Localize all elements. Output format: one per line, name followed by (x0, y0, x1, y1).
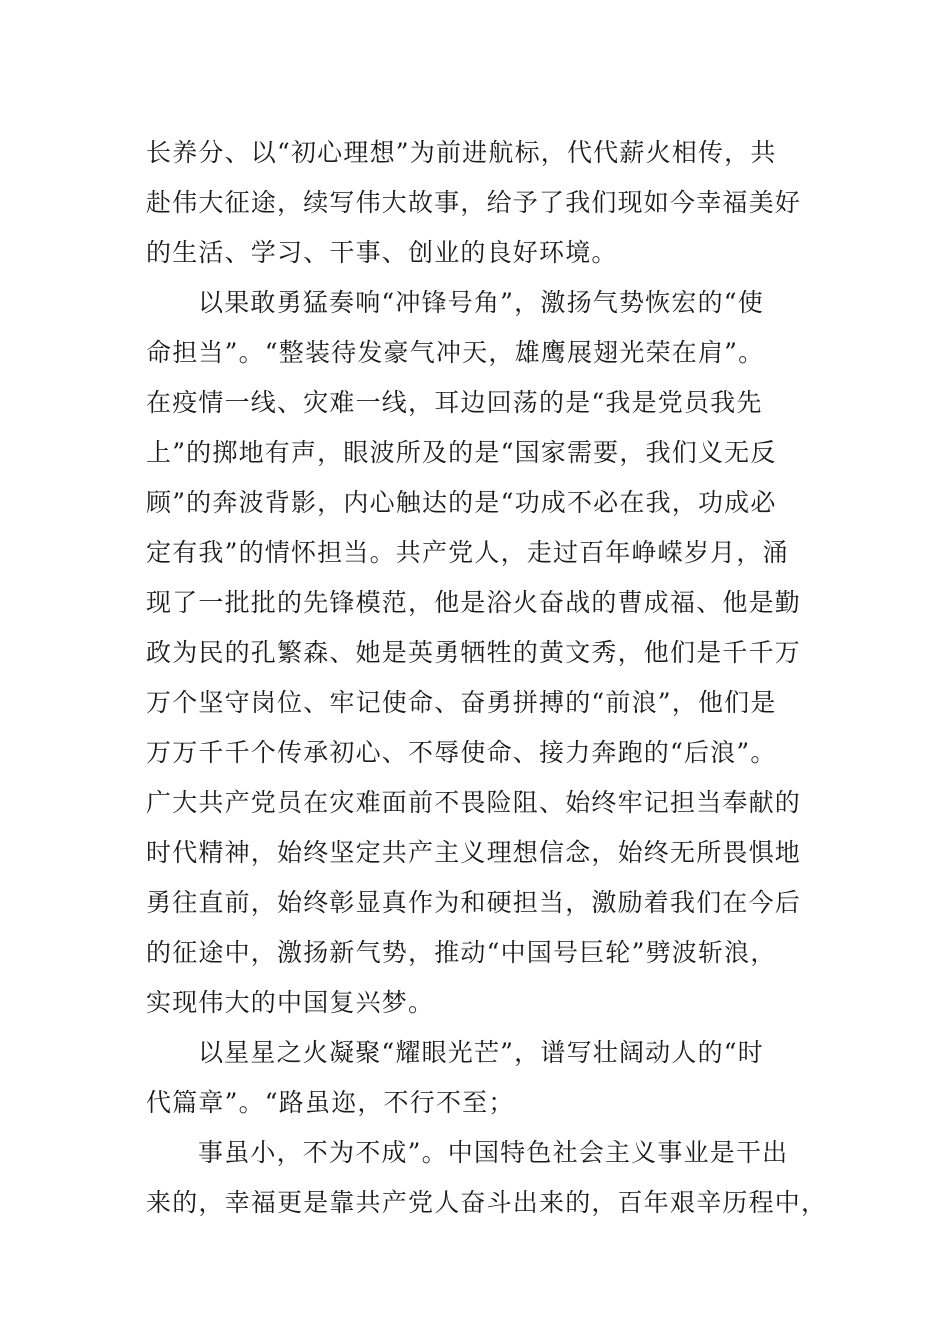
text-line-12: 万个坚守岗位、牢记使命、奋勇拼搏的“前浪”，他们是 (146, 688, 777, 717)
paragraph-start-line: 以星星之火凝聚“耀眼光芒”，谱写壮阔动人的“时 (198, 1038, 764, 1067)
text-line-9: 定有我”的情怀担当。共产党人，走过百年峥嵘岁月，涌 (146, 538, 789, 567)
text-line-14: 广大共产党员在灾难面前不畏险阻、始终牢记担当奉献的 (146, 788, 802, 817)
document-body (146, 128, 828, 1228)
text-line-2: 赴伟大征途，续写伟大故事，给予了我们现如今幸福美好 (146, 188, 802, 217)
text-line-18: 实现伟大的中国复兴梦。 (146, 988, 435, 1017)
text-line-16: 勇往直前，始终彰显真作为和硬担当，激励着我们在今后 (146, 888, 802, 917)
text-line-1: 长养分、以“初心理想”为前进航标，代代薪火相传，共 (146, 138, 777, 167)
text-line-10: 现了一批批的先锋模范，他是浴火奋战的曹成福、他是勤 (146, 588, 802, 617)
text-line-13: 万万千千个传承初心、不辱使命、接力奔跑的“后浪”。 (146, 738, 777, 767)
text-line-3: 的生活、学习、干事、创业的良好环境。 (146, 238, 618, 267)
text-line-8: 顾”的奔波背影，内心触达的是“功成不必在我，功成必 (146, 488, 777, 517)
text-line-17: 的征途中，激扬新气势，推动“中国号巨轮”劈波斩浪， (146, 938, 777, 967)
text-line-7: 上”的掷地有声，眼波所及的是“国家需要，我们义无反 (146, 438, 777, 467)
text-line-22: 来的，幸福更是靠共产党人奋斗出来的，百年艰辛历程中， (146, 1188, 828, 1217)
paragraph-start-line: 事虽小，不为不成”。中国特色社会主义事业是干出 (198, 1138, 789, 1167)
text-line-5: 命担当”。“整装待发豪气冲天，雄鹰展翅光荣在肩”。 (146, 338, 765, 367)
text-line-20: 代篇章”。“路虽迩，不行不至； (146, 1088, 515, 1117)
text-line-15: 时代精神，始终坚定共产主义理想信念，始终无所畏惧地 (146, 838, 802, 867)
text-line-6: 在疫情一线、灾难一线，耳边回荡的是“我是党员我先 (146, 388, 763, 417)
text-line-11: 政为民的孔繁森、她是英勇牺牲的黄文秀，他们是千千万 (146, 638, 802, 667)
paragraph-start-line: 以果敢勇猛奏响“冲锋号角”，激扬气势恢宏的“使 (198, 288, 764, 317)
